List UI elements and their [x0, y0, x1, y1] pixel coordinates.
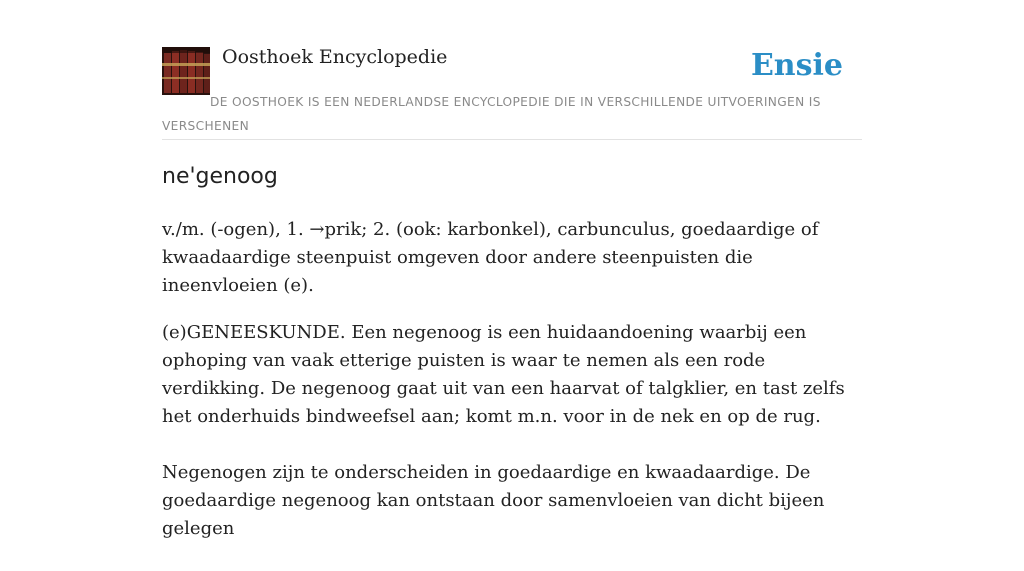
entry-headword: ne'genoog [162, 164, 278, 189]
entry-definition: v./m. (-ogen), 1. →prik; 2. (ook: karbonkel), carbunculus, goedaardige of kwaadaardige steenpuist omgeven door andere steenpuisten die ineenvloeien (e). [162, 219, 819, 296]
encyclopedia-avatar[interactable] [162, 47, 210, 95]
encyclopedia-books-icon [162, 47, 210, 95]
entry-body [162, 319, 862, 571]
site-header [162, 0, 862, 140]
ensie-logo-link[interactable]: Ensie [750, 48, 843, 83]
entry-paragraph: (e)GENEESKUNDE. Een negenoog is een huidaandoening waarbij een ophoping van vaak etterige puisten is waar te nemen als een rode verdikking. De negenoog gaat uit van een haarvat of talgklier, en tast zelfs het onderhuids bindweefsel aan; komt m.n. voor in de nek en op de rug. [162, 322, 845, 427]
page-container [162, 0, 862, 539]
encyclopedia-description: DE OOSTHOEK IS EEN NEDERLANDSE ENCYCLOPEDIE DIE IN VERSCHILLENDE UITVOERINGEN IS VERSCHENEN [162, 95, 821, 133]
entry-paragraph: Negenogen zijn te onderscheiden in goedaardige en kwaadaardige. De goedaardige negenoog kan ontstaan door samenvloeien van dicht bijeen gelegen [162, 462, 825, 539]
encyclopedia-name-link[interactable]: Oosthoek Encyclopedie [222, 46, 448, 68]
